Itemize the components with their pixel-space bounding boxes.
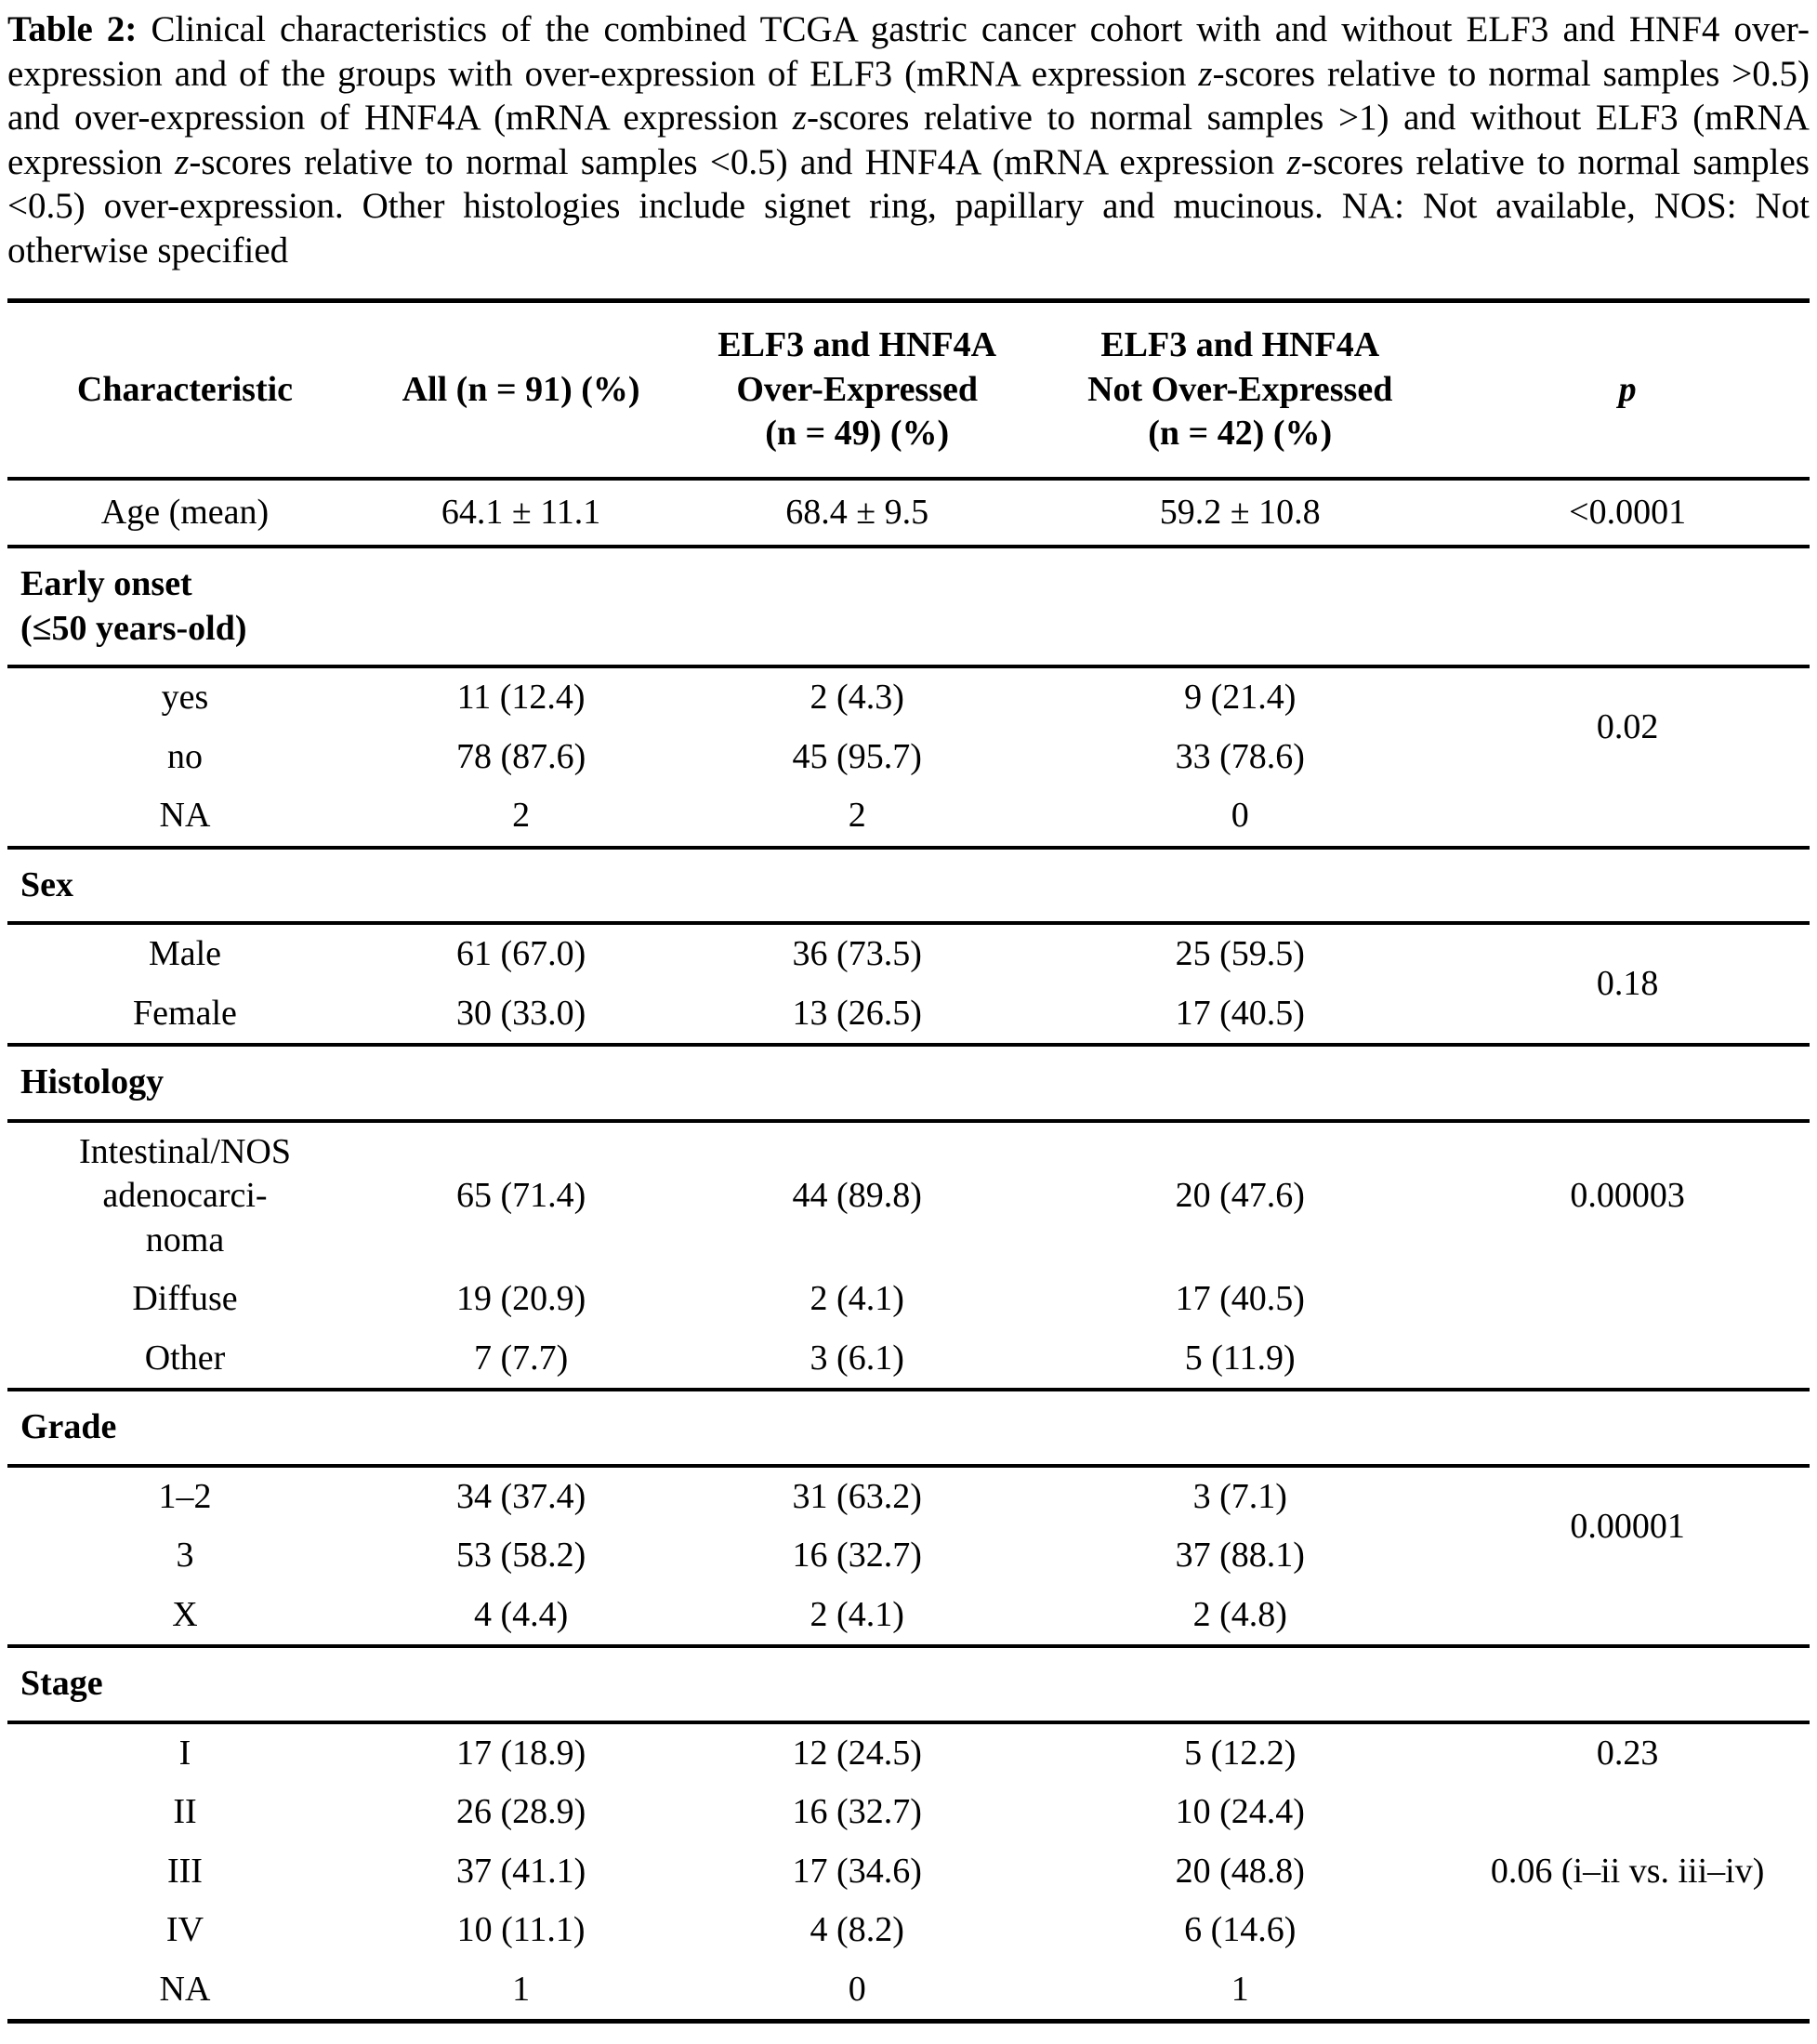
- col-header-over-expressed: [679, 301, 1034, 479]
- cell-label: IV: [165, 1910, 204, 1950]
- cell-over: 16 (32.7): [792, 1536, 922, 1576]
- col-header-characteristic: Characteristic: [7, 301, 362, 479]
- cell-age-over: 68.4 ± 9.5: [679, 479, 1034, 547]
- col-header-not-over-line-2: Not Over-Expressed: [1087, 369, 1393, 409]
- cell-over: 13 (26.5): [679, 984, 1034, 1046]
- cell-all: 11 (12.4): [456, 678, 586, 718]
- cell-label: 1–2: [158, 1476, 212, 1516]
- cell-p-empty: [1445, 1586, 1810, 1647]
- cell-p-empty: [1445, 1901, 1810, 1960]
- cell-not-over: 17 (40.5): [1175, 1279, 1305, 1319]
- cell-not-over: 20 (47.6): [1175, 1176, 1305, 1216]
- cell-p-empty: [1445, 1783, 1810, 1842]
- clinical-characteristics-table: [7, 298, 1810, 2024]
- cell-label: II: [173, 1792, 197, 1832]
- intestinal-label-line-2: adenocarci-: [102, 1176, 268, 1216]
- cell-over: 2: [679, 786, 1034, 848]
- cell-label: 3: [176, 1536, 194, 1576]
- cell-label: yes: [161, 678, 209, 718]
- cell-not-over: 17 (40.5): [1034, 984, 1445, 1046]
- cell-all: 78 (87.6): [455, 736, 586, 776]
- cell-over: 16 (32.7): [792, 1792, 922, 1832]
- cell-p-stage-i: 0.23: [1596, 1733, 1659, 1773]
- col-header-not-over-line-1: ELF3 and HNF4A: [1100, 325, 1380, 365]
- cell-over: 17 (34.6): [792, 1851, 922, 1891]
- section-row-stage: [7, 1646, 1810, 1722]
- cell-label: no: [166, 736, 203, 776]
- col-header-not-over-line-3: (n = 42) (%): [1148, 414, 1333, 454]
- cell-p-histology: 0.00003: [1570, 1176, 1685, 1216]
- cell-all: 65 (71.4): [455, 1176, 586, 1216]
- cell-all: 19 (20.9): [455, 1279, 586, 1319]
- section-row-early-onset: [7, 547, 1810, 666]
- cell-all: 2: [362, 786, 679, 848]
- cell-all: 17 (18.9): [455, 1733, 586, 1773]
- cell-all: 26 (28.9): [455, 1792, 586, 1832]
- table-row-stage-iii: [7, 1842, 1810, 1902]
- cell-label-intestinal: [7, 1121, 362, 1271]
- caption-label: Table 2:: [7, 9, 138, 49]
- cell-all: 34 (37.4): [455, 1476, 586, 1516]
- cell-all: 37 (41.1): [455, 1851, 586, 1891]
- cell-over: 44 (89.8): [792, 1176, 922, 1216]
- table-row-histology-other: [7, 1329, 1810, 1391]
- header-row: [7, 301, 1810, 479]
- cell-not-over: 10 (24.4): [1175, 1792, 1305, 1832]
- cell-all: 4 (4.4): [362, 1586, 679, 1647]
- cell-over: 2 (4.3): [810, 678, 904, 718]
- cell-over: 0: [848, 1969, 866, 2009]
- table-row-stage-iv: [7, 1901, 1810, 1960]
- cell-label: X: [7, 1586, 362, 1647]
- table-row-stage-na: [7, 1960, 1810, 2022]
- cell-not-over: 2 (4.8): [1034, 1586, 1445, 1647]
- cell-not-over: 25 (59.5): [1175, 934, 1305, 974]
- cell-not-over: 9 (21.4): [1184, 678, 1297, 718]
- table-row-early-onset-na: [7, 786, 1810, 848]
- caption-z-2: z: [792, 98, 807, 138]
- p-symbol: p: [1618, 369, 1637, 409]
- cell-label: I: [178, 1733, 191, 1773]
- caption-text-4: -scores relative to normal samples <0.5) and HNF4A (mRNA expression: [189, 141, 1287, 182]
- cell-not-over: 1: [1231, 1969, 1249, 2009]
- col-header-over-line-1: ELF3 and HNF4A: [718, 325, 997, 365]
- intestinal-label-line-1: Intestinal/NOS: [78, 1131, 291, 1171]
- section-label-histology: Histology: [7, 1045, 1810, 1121]
- cell-p-stage-iii: 0.06 (i–ii vs. iii–iv): [1490, 1851, 1765, 1891]
- cell-p-empty: [1445, 1329, 1810, 1391]
- cell-not-over: 20 (48.8): [1175, 1851, 1305, 1891]
- table-row-grade-x: [7, 1586, 1810, 1647]
- section-label-sex: Sex: [7, 848, 1810, 924]
- cell-over: 2 (4.1): [810, 1279, 904, 1319]
- cell-p-sex: 0.18: [1445, 923, 1810, 1045]
- table-row-sex-male: [7, 923, 1810, 984]
- cell-label: Diffuse: [132, 1279, 238, 1319]
- cell-p-empty: [1445, 1960, 1810, 2022]
- cell-not-over: 5 (12.2): [1184, 1733, 1297, 1773]
- cell-not-over: 5 (11.9): [1034, 1329, 1445, 1391]
- age-row: [7, 479, 1810, 547]
- cell-all: 30 (33.0): [362, 984, 679, 1046]
- cell-label: Female: [7, 984, 362, 1046]
- section-label-early-onset: [7, 547, 1810, 666]
- col-header-all: All (n = 91) (%): [362, 301, 679, 479]
- caption-z-3: z: [175, 141, 190, 182]
- cell-age-p: <0.0001: [1445, 479, 1810, 547]
- caption-text-1: Clinical characteristics of the combined TCGA gastric cancer cohort with and without ELF3 and HNF4 over-expression and of the groups with over-expression of ELF3 (mRNA expression: [7, 9, 1810, 94]
- cell-over: 45 (95.7): [792, 736, 922, 776]
- cell-not-over: 37 (88.1): [1175, 1536, 1305, 1576]
- col-header-over-line-2: Over-Expressed: [736, 369, 979, 409]
- cell-p-early-onset: 0.02: [1596, 707, 1659, 747]
- table-caption: [7, 7, 1810, 272]
- cell-not-over: 3 (7.1): [1192, 1476, 1287, 1516]
- table-row-stage-ii: [7, 1783, 1810, 1842]
- cell-all: 10 (11.1): [456, 1910, 586, 1950]
- cell-not-over: 33 (78.6): [1175, 736, 1305, 776]
- cell-p-grade: 0.00001: [1570, 1506, 1685, 1546]
- col-header-not-over-expressed: [1034, 301, 1445, 479]
- cell-over: 36 (73.5): [792, 934, 922, 974]
- section-label-stage: Stage: [7, 1646, 1810, 1722]
- cell-label: NA: [159, 1969, 211, 2009]
- cell-over: 2 (4.1): [679, 1586, 1034, 1647]
- cell-all: 53 (58.2): [455, 1536, 586, 1576]
- caption-text-5: -scores relative to normal samples <0.5) over-expression. Other histologies include signet ring, papillary and mucinous. NA: Not available, NOS: Not otherwise specified: [7, 141, 1810, 270]
- cell-p-empty: [1445, 786, 1810, 848]
- col-header-p: [1445, 301, 1810, 479]
- caption-z-4: z: [1286, 141, 1301, 182]
- cell-all: 1: [512, 1969, 531, 2009]
- cell-all: 7 (7.7): [362, 1329, 679, 1391]
- table-row-histology-diffuse: [7, 1270, 1810, 1329]
- caption-text-3: -scores relative to normal samples >1) and without ELF3 (mRNA expression: [7, 98, 1810, 182]
- cell-age-label: Age (mean): [7, 479, 362, 547]
- cell-label: III: [167, 1851, 203, 1891]
- table-row-histology-intestinal: [7, 1121, 1810, 1271]
- section-label-grade: Grade: [7, 1390, 1810, 1466]
- cell-over: 4 (8.2): [810, 1910, 904, 1950]
- cell-label: NA: [7, 786, 362, 848]
- cell-age-all: 64.1 ± 11.1: [362, 479, 679, 547]
- cell-over: 3 (6.1): [679, 1329, 1034, 1391]
- cell-p-empty: [1445, 1270, 1810, 1329]
- section-row-histology: [7, 1045, 1810, 1121]
- cell-not-over: 6 (14.6): [1184, 1910, 1297, 1950]
- cell-label: Male: [148, 934, 222, 974]
- section-row-sex: [7, 848, 1810, 924]
- early-onset-label-line-2: (≤50 years-old): [20, 608, 247, 648]
- cell-label: Other: [7, 1329, 362, 1391]
- table-row-stage-i: [7, 1722, 1810, 1784]
- cell-over: 12 (24.5): [792, 1733, 922, 1773]
- caption-text-2: -scores relative to normal samples >0.5) and over-expression of HNF4A (mRNA expression: [7, 53, 1810, 138]
- cell-over: 31 (63.2): [792, 1476, 922, 1516]
- cell-not-over: 0: [1034, 786, 1445, 848]
- caption-z-1: z: [1198, 53, 1213, 94]
- section-row-grade: [7, 1390, 1810, 1466]
- table-row-early-onset-yes: [7, 666, 1810, 728]
- col-header-over-line-3: (n = 49) (%): [765, 414, 950, 454]
- cell-all: 61 (67.0): [455, 934, 586, 974]
- cell-age-not-over: 59.2 ± 10.8: [1034, 479, 1445, 547]
- intestinal-label-line-3: noma: [145, 1220, 225, 1259]
- table-row-grade-1-2: [7, 1466, 1810, 1527]
- early-onset-label-line-1: Early onset: [20, 564, 192, 604]
